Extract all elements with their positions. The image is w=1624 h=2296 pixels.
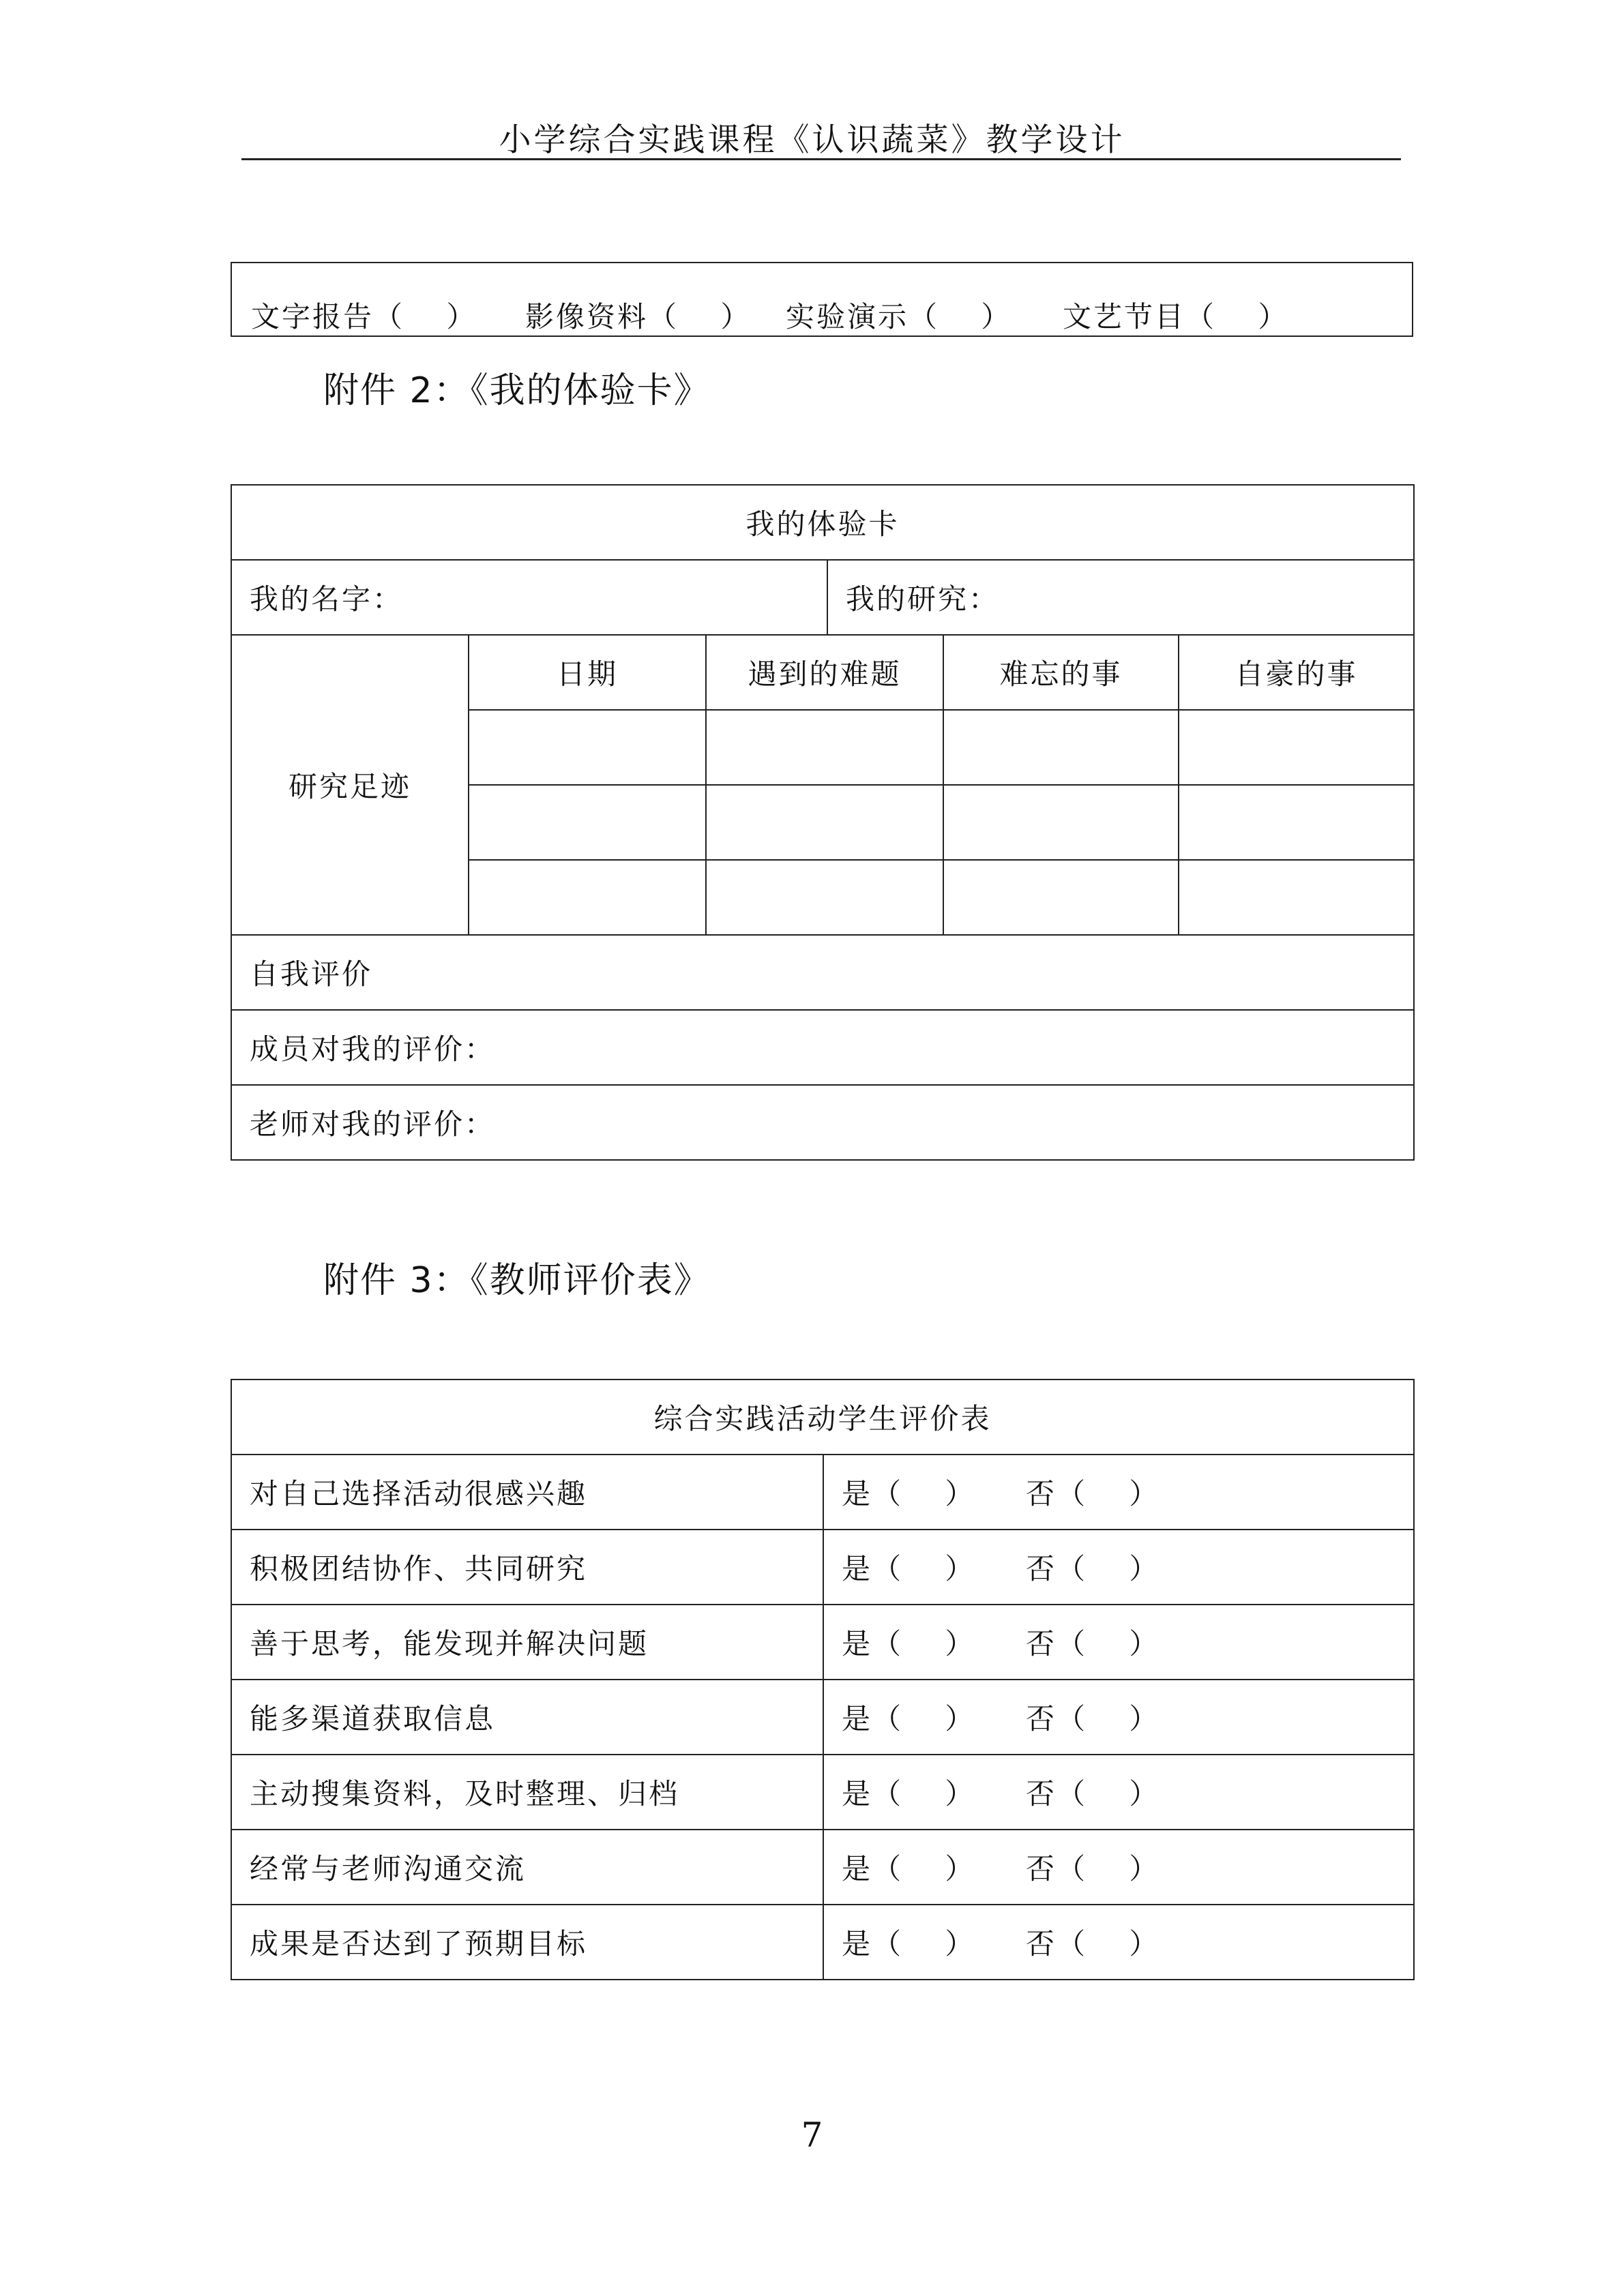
empty-cell xyxy=(469,785,706,860)
member-evaluation-label: 成员对我的评价： xyxy=(231,1010,1414,1085)
card-title: 我的体验卡 xyxy=(231,485,1414,560)
yes-option: 是（ ） xyxy=(842,1552,976,1585)
option-text-report: 文字报告（ ） xyxy=(251,300,477,333)
no-option: 否（ ） xyxy=(1026,1552,1160,1585)
name-label: 我的名字： xyxy=(231,560,827,635)
option-experiment: 实验演示（ ） xyxy=(786,300,1012,333)
teacher-evaluation-table xyxy=(231,1379,1415,1980)
header-divider xyxy=(241,158,1401,160)
attachment-3-heading: 附件 3：《教师评价表》 xyxy=(323,1260,711,1301)
teacher-evaluation-label: 老师对我的评价： xyxy=(231,1085,1414,1160)
column-date: 日期 xyxy=(469,635,706,710)
no-option: 否（ ） xyxy=(1026,1852,1160,1885)
empty-cell xyxy=(1179,860,1414,935)
empty-cell xyxy=(706,860,943,935)
yes-no-cell xyxy=(823,1605,1414,1680)
no-option: 否（ ） xyxy=(1026,1927,1160,1960)
option-video: 影像资料（ ） xyxy=(525,300,752,333)
attachment-2-heading: 附件 2：《我的体验卡》 xyxy=(323,370,711,411)
empty-cell xyxy=(469,860,706,935)
page-header-title: 小学综合实践课程《认识蔬菜》教学设计 xyxy=(499,121,1125,159)
empty-cell xyxy=(706,710,943,785)
experience-card-table xyxy=(231,484,1415,1161)
research-label: 我的研究： xyxy=(827,560,1414,635)
column-proud: 自豪的事 xyxy=(1179,635,1414,710)
yes-option: 是（ ） xyxy=(842,1702,976,1735)
empty-cell xyxy=(469,710,706,785)
empty-cell xyxy=(706,785,943,860)
criterion-label: 能多渠道获取信息 xyxy=(231,1680,823,1755)
no-option: 否（ ） xyxy=(1026,1477,1160,1510)
yes-option: 是（ ） xyxy=(842,1927,976,1960)
option-performance: 文艺节目（ ） xyxy=(1063,300,1289,333)
criterion-label: 成果是否达到了预期目标 xyxy=(231,1905,823,1980)
yes-no-cell xyxy=(823,1830,1414,1905)
yes-option: 是（ ） xyxy=(842,1852,976,1885)
presentation-options-box xyxy=(231,262,1413,337)
empty-cell xyxy=(943,785,1179,860)
criterion-label: 经常与老师沟通交流 xyxy=(231,1830,823,1905)
yes-no-cell xyxy=(823,1680,1414,1755)
page-number: 7 xyxy=(801,2115,823,2155)
criterion-label: 积极团结协作、共同研究 xyxy=(231,1530,823,1605)
yes-no-cell xyxy=(823,1455,1414,1530)
no-option: 否（ ） xyxy=(1026,1627,1160,1660)
yes-no-cell xyxy=(823,1530,1414,1605)
empty-cell xyxy=(943,860,1179,935)
empty-cell xyxy=(1179,785,1414,860)
footprint-label: 研究足迹 xyxy=(231,635,469,935)
criterion-label: 善于思考，能发现并解决问题 xyxy=(231,1605,823,1680)
yes-option: 是（ ） xyxy=(842,1627,976,1660)
empty-cell xyxy=(943,710,1179,785)
yes-no-cell xyxy=(823,1905,1414,1980)
no-option: 否（ ） xyxy=(1026,1702,1160,1735)
self-evaluation-label: 自我评价 xyxy=(231,935,1414,1010)
column-difficulty: 遇到的难题 xyxy=(706,635,943,710)
no-option: 否（ ） xyxy=(1026,1777,1160,1810)
criterion-label: 主动搜集资料，及时整理、归档 xyxy=(231,1755,823,1830)
criterion-label: 对自己选择活动很感兴趣 xyxy=(231,1455,823,1530)
yes-option: 是（ ） xyxy=(842,1477,976,1510)
empty-cell xyxy=(1179,710,1414,785)
column-memorable: 难忘的事 xyxy=(943,635,1179,710)
yes-option: 是（ ） xyxy=(842,1777,976,1810)
evaluation-table-title: 综合实践活动学生评价表 xyxy=(231,1380,1414,1455)
yes-no-cell xyxy=(823,1755,1414,1830)
